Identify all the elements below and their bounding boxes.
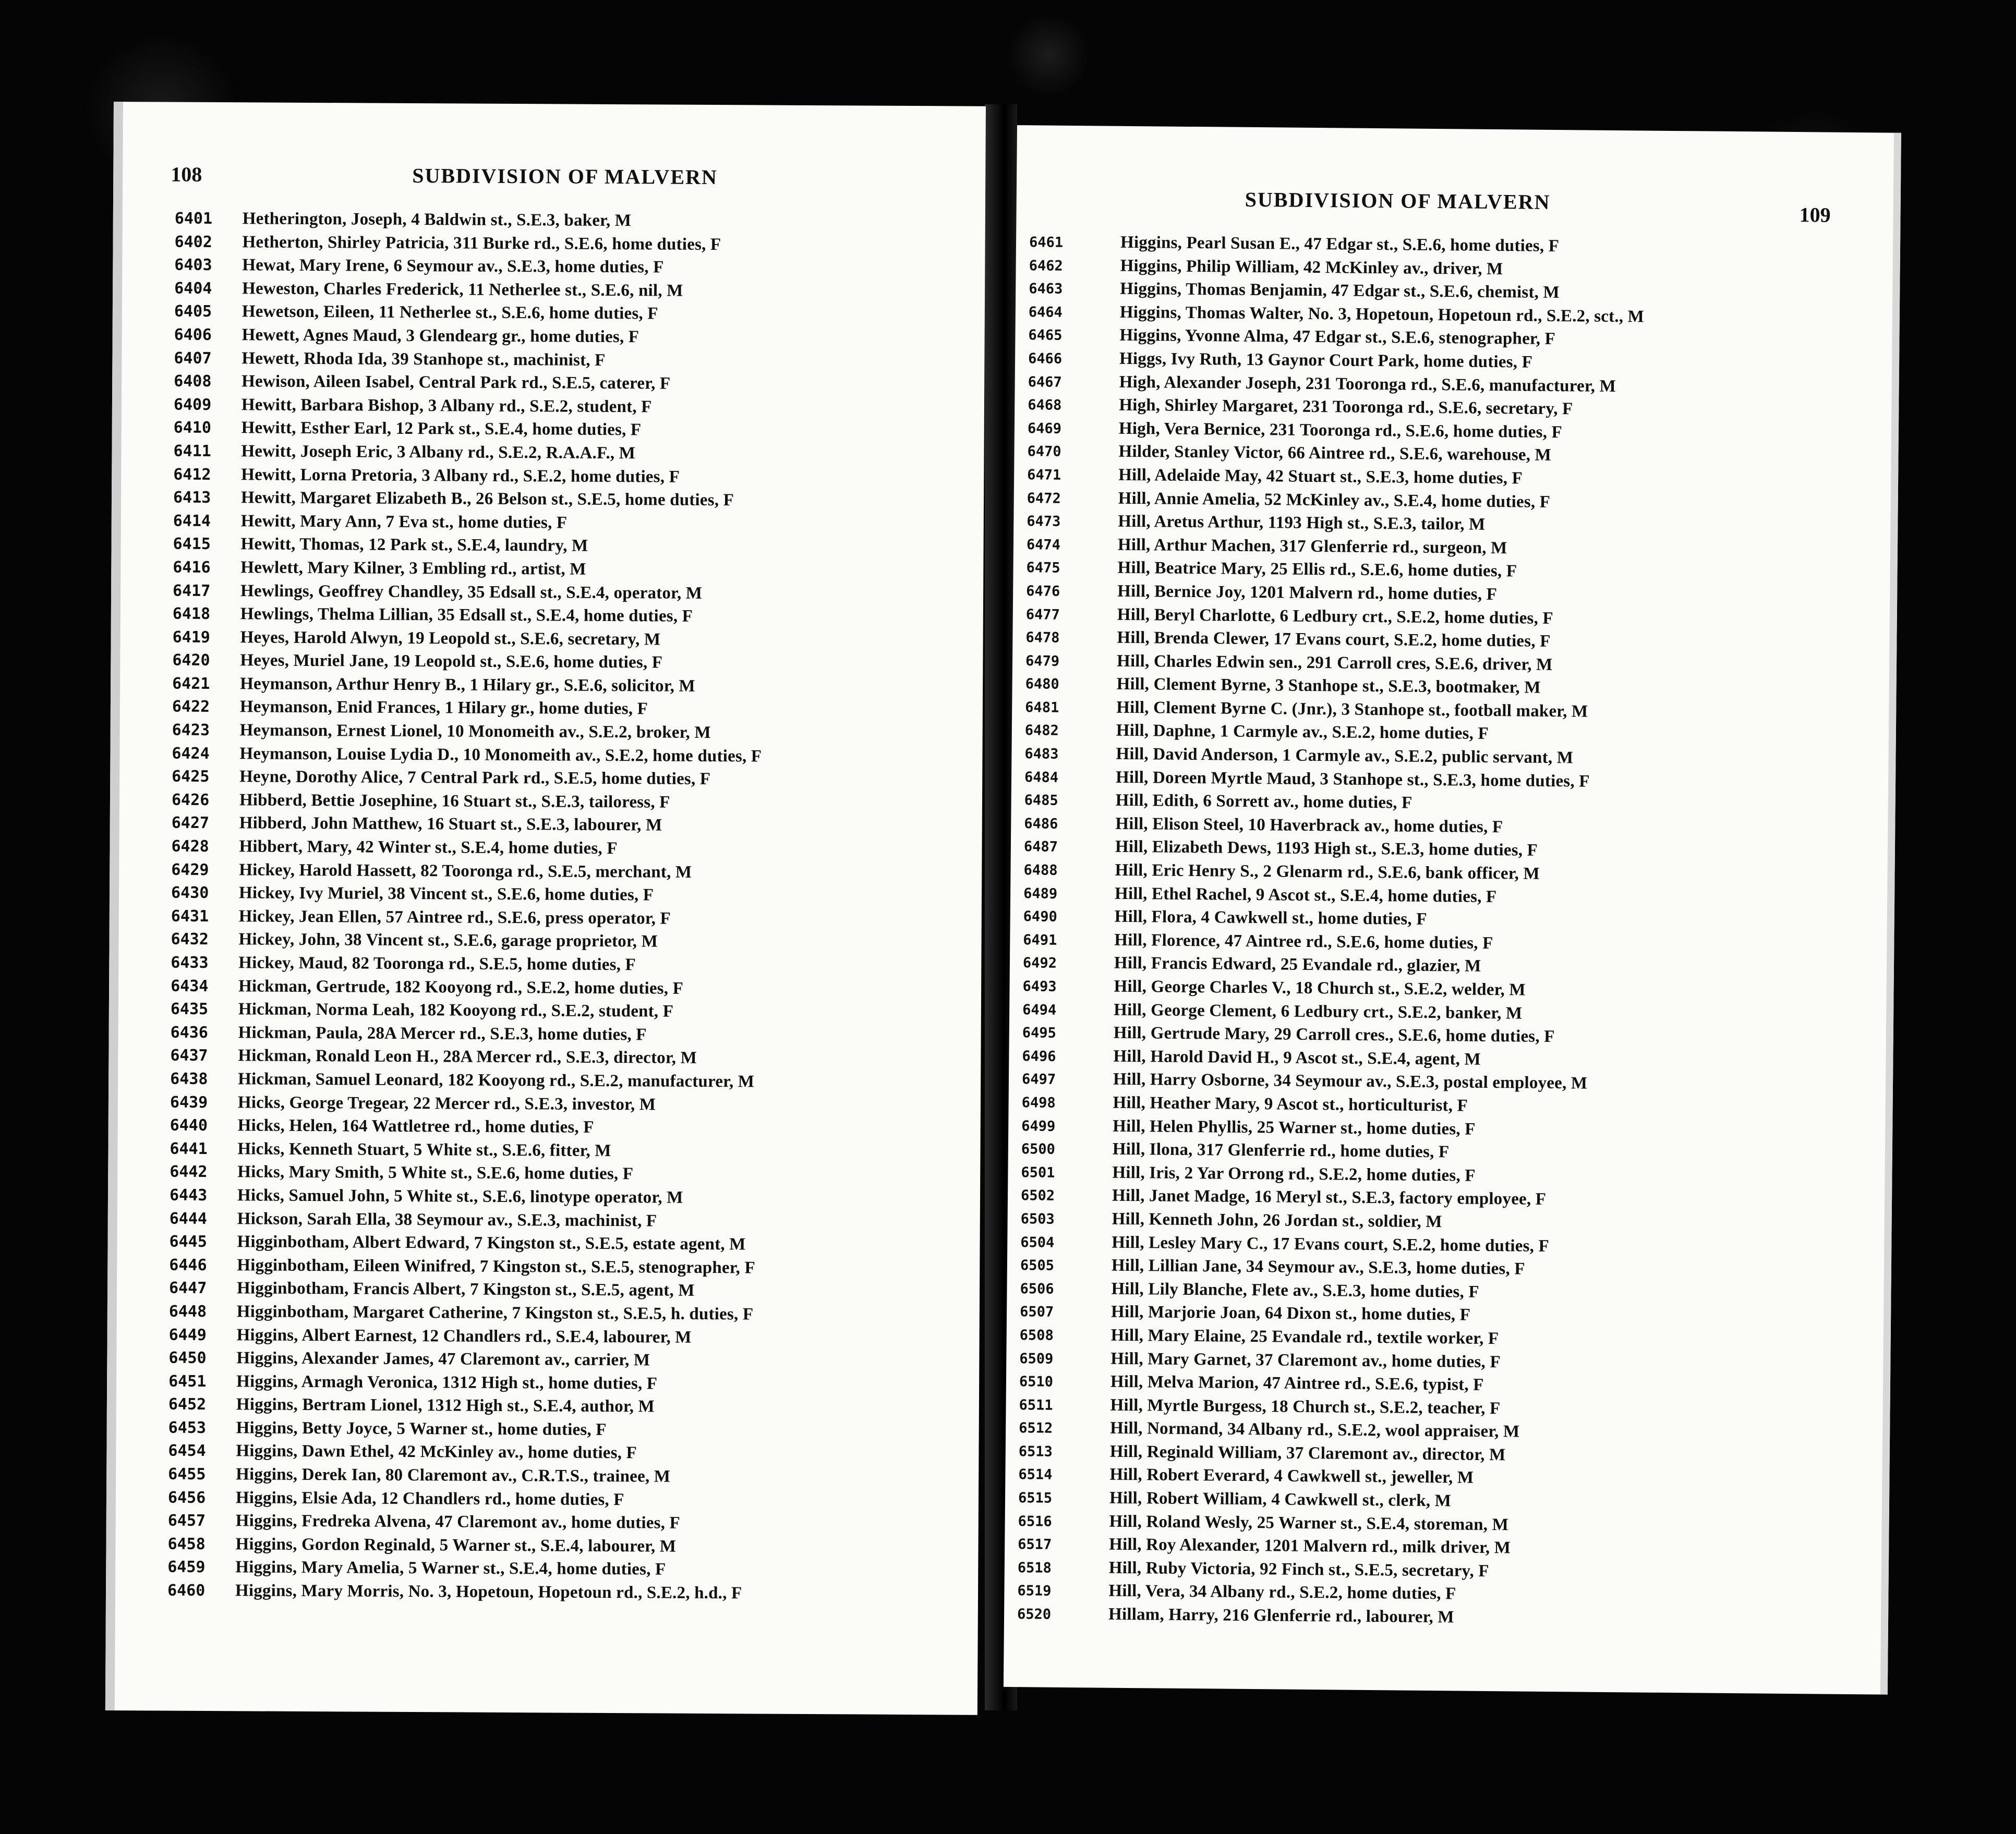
entry-text: Hill, Myrtle Burgess, 18 Church st., S.E.2, teacher, F [1110,1395,1501,1418]
entry-text: Hewitt, Mary Ann, 7 Eva st., home duties, F [240,512,568,532]
entry-text: Hill, Robert Everard, 4 Cawkwell st., jeweller, M [1109,1465,1474,1488]
entry-number: 6518 [1017,1559,1052,1576]
entry-number: 6509 [1019,1350,1054,1367]
entry-text: Hill, Beryl Charlotte, 6 Ledbury crt., S.E.2, home duties, F [1117,605,1553,628]
entry-text: Heymanson, Enid Frances, 1 Hilary gr., home duties, F [239,697,648,719]
entry-number: 6459 [167,1558,206,1577]
entry-number: 6454 [168,1442,206,1461]
entry-text: Hicks, Helen, 164 Wattletree rd., home duties, F [237,1116,594,1137]
entry-text: Hill, Helen Phyllis, 25 Warner st., home duties, F [1113,1116,1476,1139]
entry-text: Hill, Harry Osborne, 34 Seymour av., S.E.3, postal employee, M [1113,1070,1588,1093]
entry-number: 6460 [167,1581,206,1600]
entry-text: Hill, Ruby Victoria, 92 Finch st., S.E.5, secretary, F [1108,1558,1489,1581]
entry-text: Hewetson, Eileen, 11 Netherlee st., S.E.6, home duties, F [242,302,658,323]
entry-text: Hill, Brenda Clewer, 17 Evans court, S.E.2, home duties, F [1117,628,1551,651]
entry-text: Hill, Lillian Jane, 34 Seymour av., S.E.3, home duties, F [1111,1256,1525,1279]
entry-number: 6502 [1020,1187,1055,1205]
entry-text: High, Shirley Margaret, 231 Tooronga rd., S.E.6, secretary, F [1119,395,1573,419]
entry-number: 6405 [174,302,212,321]
entry-text: Hewison, Aileen Isabel, Central Park rd., S.E.5, caterer, F [242,372,671,393]
entry-text: Higgins, Thomas Walter, No. 3, Hopetoun, Hopetoun rd., S.E.2, sct., M [1119,302,1645,326]
entry-text: Heyne, Dorothy Alice, 7 Central Park rd., S.E.5, home duties, F [239,767,711,789]
entry-text: Hill, Edith, 6 Sorrett av., home duties, F [1115,791,1413,812]
entry-number: 6420 [172,651,210,670]
entry-text: Hill, Reginald William, 37 Claremont av., director, M [1109,1442,1506,1465]
entry-text: Hickey, John, 38 Vincent st., S.E.6, garage proprietor, M [238,930,658,951]
entry-text: Higgins, Mary Amelia, 5 Warner st., S.E.4, home duties, F [235,1558,666,1580]
entry-text: Hill, Iris, 2 Yar Orrong rd., S.E.2, home duties, F [1112,1163,1476,1185]
entry-text: Higginbotham, Eileen Winifred, 7 Kingston st., S.E.5, stenographer, F [237,1255,755,1278]
entry-number: 6440 [170,1116,208,1135]
entry-text: Hill, Francis Edward, 25 Evandale rd., glazier, M [1114,954,1481,976]
entry-number: 6479 [1025,652,1060,670]
entry-number: 6512 [1019,1420,1053,1437]
entry-number: 6401 [174,209,213,228]
entry-number: 6463 [1029,281,1063,297]
entry-number: 6475 [1026,560,1060,577]
entry-text: Higgs, Ivy Ruth, 13 Gaynor Court Park, home duties, F [1119,349,1533,372]
entry-number: 6438 [170,1070,208,1088]
entry-number: 6498 [1021,1095,1056,1111]
entry-number: 6447 [168,1279,207,1298]
entry-text: Hickman, Paula, 28A Mercer rd., S.E.3, home duties, F [238,1023,647,1044]
entry-text: Hill, Eric Henry S., 2 Glenarm rd., S.E.6, bank officer, M [1115,860,1540,883]
entry-text: Hill, Kenneth John, 26 Jordan st., soldier, M [1112,1209,1442,1232]
entry-text: Hill, Elison Steel, 10 Haverbrack av., home duties, F [1115,814,1503,837]
entry-text: Hicks, George Tregear, 22 Mercer rd., S.E.3, investor, M [237,1092,656,1114]
entry-number: 6424 [172,744,210,763]
entry-number: 6453 [168,1418,207,1437]
entry-number: 6425 [172,767,210,786]
entry-text: Hill, Daphne, 1 Carmyle av., S.E.2, home duties, F [1116,721,1489,744]
elector-entry [117,1299,980,1327]
entry-number: 6508 [1019,1327,1054,1344]
entry-number: 6437 [170,1046,208,1065]
entry-number: 6457 [167,1511,206,1531]
entry-number: 6480 [1025,676,1059,693]
entry-number: 6471 [1027,467,1061,483]
right-page [1004,125,1901,1695]
entry-number: 6465 [1028,327,1063,344]
entry-number: 6443 [169,1186,208,1205]
entry-number: 6410 [173,418,212,438]
entry-number: 6427 [171,814,210,833]
entry-number: 6505 [1020,1257,1055,1274]
entry-text: Hill, Ilona, 317 Glenferrie rd., home duties, F [1112,1139,1450,1162]
entry-text: Hickey, Jean Ellen, 57 Aintree rd., S.E.6, press operator, F [238,907,671,928]
entry-number: 6429 [171,860,209,879]
entry-text: Hewitt, Joseph Eric, 3 Albany rd., S.E.2, R.A.A.F., M [241,442,636,463]
entry-text: Hill, Bernice Joy, 1201 Malvern rd., home duties, F [1117,581,1498,604]
entry-number: 6445 [169,1232,207,1252]
entry-text: High, Alexander Joseph, 231 Tooronga rd., S.E.6, manufacturer, M [1119,372,1616,396]
entry-number: 6448 [168,1302,207,1321]
entry-text: Hewitt, Barbara Bishop, 3 Albany rd., S.E.2, student, F [241,395,652,417]
entry-number: 6520 [1017,1606,1052,1623]
entry-text: Hill, Roy Alexander, 1201 Malvern rd., milk driver, M [1109,1535,1511,1558]
entry-number: 6488 [1023,862,1058,879]
entry-number: 6510 [1019,1374,1054,1390]
entry-number: 6436 [170,1023,208,1042]
entry-text: Heymanson, Ernest Lionel, 10 Monomeith av., S.E.2, broker, M [239,721,711,743]
entry-text: Hicks, Mary Smith, 5 White st., S.E.6, home duties, F [237,1162,634,1184]
elector-entry [117,1183,980,1210]
entry-number: 6519 [1017,1583,1052,1600]
left-page-title: SUBDIVISION OF MALVERN [412,163,718,189]
entry-number: 6507 [1020,1304,1054,1321]
entry-text: Hill, Mary Elaine, 25 Evandale rd., textile worker, F [1110,1326,1499,1349]
entry-number: 6516 [1018,1513,1052,1530]
left-page [105,102,986,1715]
entry-number: 6434 [171,977,209,995]
entry-number: 6439 [170,1093,208,1112]
entry-number: 6411 [173,442,211,460]
right-page-title: SUBDIVISION OF MALVERN [1245,187,1551,214]
entry-number: 6417 [173,581,211,600]
entry-text: Hillam, Harry, 216 Glenferrie rd., labourer, M [1108,1605,1454,1627]
left-page-number: 108 [171,162,202,186]
entry-number: 6426 [171,791,210,809]
entry-number: 6490 [1023,908,1057,925]
entry-text: Hill, Normand, 34 Albany rd., S.E.2, wool appraiser, M [1110,1418,1520,1441]
entry-number: 6482 [1024,722,1059,739]
entry-text: Hickey, Maud, 82 Tooronga rd., S.E.5, home duties, F [238,953,636,975]
entry-text: Hill, Flora, 4 Cawkwell st., home duties, F [1114,907,1427,929]
entry-number: 6494 [1022,1001,1057,1018]
entry-text: Heyes, Muriel Jane, 19 Leopold st., S.E.6, home duties, F [240,651,663,672]
entry-number: 6461 [1029,234,1064,251]
entry-number: 6477 [1025,606,1060,623]
entry-text: Higginbotham, Albert Edward, 7 Kingston st., S.E.5, estate agent, M [237,1232,746,1254]
entry-number: 6483 [1024,746,1059,762]
right-page-number: 109 [1799,203,1831,227]
elector-entry [118,1066,981,1094]
entry-number: 6514 [1018,1466,1053,1484]
entry-number: 6472 [1027,490,1061,507]
entry-number: 6416 [173,558,211,577]
entry-text: Hill, Lily Blanche, Flete av., S.E.3, home duties, F [1111,1279,1479,1302]
entry-text: Hewat, Mary Irene, 6 Seymour av., S.E.3, home duties, F [242,256,664,277]
entry-text: Higgins, Mary Morris, No. 3, Hopetoun, Hopetoun rd., S.E.2, h.d., F [235,1581,742,1603]
entry-text: Hill, Heather Mary, 9 Ascot st., horticulturist, F [1113,1093,1468,1115]
entry-number: 6435 [170,1000,209,1019]
entry-text: Hickey, Harold Hassett, 82 Tooronga rd., S.E.5, merchant, M [239,860,692,882]
entry-text: Hibberd, John Matthew, 16 Stuart st., S.E.3, labourer, M [239,813,662,835]
entry-text: Hill, George Clement, 6 Ledbury crt., S.E.2, banker, M [1114,1000,1523,1023]
entry-number: 6432 [171,930,209,949]
entry-text: Higgins, Dawn Ethel, 42 McKinley av., home duties, F [236,1441,637,1463]
entry-text: Higgins, Fredreka Alvena, 47 Claremont av., home duties, F [235,1511,681,1533]
entry-number: 6413 [173,488,211,507]
entry-number: 6422 [172,698,210,716]
elector-entry [121,439,984,466]
entry-text: Hill, Aretus Arthur, 1193 High st., S.E.3, tailor, M [1118,512,1486,534]
entry-text: Hill, Adelaide May, 42 Stuart st., S.E.3, home duties, F [1118,465,1523,488]
entry-text: Hill, Harold David H., 9 Ascot st., S.E.4, agent, M [1113,1047,1481,1069]
entry-number: 6415 [173,535,211,554]
entry-number: 6409 [173,395,212,414]
entry-number: 6501 [1021,1164,1055,1181]
entry-text: Hickey, Ivy Muriel, 38 Vincent st., S.E.6, home duties, F [238,883,654,905]
entry-text: Hetherington, Joseph, 4 Baldwin st., S.E.3, baker, M [242,209,632,230]
entry-text: Hill, Roland Wesly, 25 Warner st., S.E.4, storeman, M [1109,1512,1509,1534]
entry-number: 6495 [1022,1025,1056,1041]
entry-text: High, Vera Bernice, 231 Tooronga rd., S.E.6, home duties, F [1118,419,1563,442]
entry-number: 6466 [1028,350,1063,367]
entry-number: 6421 [172,674,210,693]
entry-text: Hewett, Rhoda Ida, 39 Stanhope st., machinist, F [242,348,606,370]
entry-text: Heymanson, Louise Lydia D., 10 Monomeith av., S.E.2, home duties, F [239,744,762,766]
entry-text: Hewitt, Margaret Elizabeth B., 26 Belson st., S.E.5, home duties, F [240,488,734,510]
entry-number: 6458 [167,1535,206,1553]
entry-text: Hibberd, Bettie Josephine, 16 Stuart st., S.E.3, tailoress, F [239,791,670,812]
entry-text: Hill, Beatrice Mary, 25 Ellis rd., S.E.6, home duties, F [1117,558,1517,581]
entry-text: Higgins, Yvonne Alma, 47 Edgar st., S.E.6, stenographer, F [1119,326,1556,349]
entry-number: 6402 [174,233,212,251]
entry-text: Heymanson, Arthur Henry B., 1 Hilary gr., S.E.6, solicitor, M [240,674,695,696]
entry-number: 6497 [1021,1071,1056,1088]
entry-number: 6423 [172,721,210,740]
entry-text: Hewitt, Esther Earl, 12 Park st., S.E.4, home duties, F [241,418,642,440]
entry-number: 6451 [168,1372,207,1391]
entry-text: Hilder, Stanley Victor, 66 Aintree rd., S.E.6, warehouse, M [1118,442,1552,465]
entry-number: 6430 [171,883,209,903]
entry-text: Higgins, Pearl Susan E., 47 Edgar st., S.E.6, home duties, F [1120,233,1560,256]
entry-number: 6487 [1023,839,1058,856]
entry-number: 6474 [1026,536,1061,553]
entry-number: 6470 [1027,443,1061,460]
entry-number: 6506 [1020,1280,1054,1297]
entry-text: Hewlings, Geoffrey Chandley, 35 Edsall st., S.E.4, operator, M [240,581,703,603]
entry-number: 6491 [1023,931,1057,949]
entry-number: 6444 [169,1209,208,1228]
entry-text: Hill, Clement Byrne C. (Jnr.), 3 Stanhope st., football maker, M [1116,698,1588,721]
entry-text: Hibbert, Mary, 42 Winter st., S.E.4, home duties, F [239,837,618,858]
elector-entry [120,555,983,582]
entry-text: Hill, Melva Marion, 47 Aintree rd., S.E.6, typist, F [1110,1372,1484,1394]
entry-number: 6492 [1022,955,1057,972]
entry-number: 6481 [1025,699,1059,716]
entry-number: 6485 [1024,792,1058,809]
entry-text: Hill, Arthur Machen, 317 Glenferrie rd., surgeon, M [1117,535,1507,557]
entry-number: 6404 [174,279,212,298]
entry-number: 6489 [1023,885,1058,902]
entry-text: Hickman, Gertrude, 182 Kooyong rd., S.E.2, home duties, F [238,976,684,998]
entry-text: Higgins, Thomas Benjamin, 47 Edgar st., S.E.6, chemist, M [1120,279,1560,302]
entry-text: Hill, Vera, 34 Albany rd., S.E.2, home duties, F [1108,1582,1456,1604]
entry-text: Hickman, Norma Leah, 182 Kooyong rd., S.E.2, student, F [238,1000,674,1021]
entry-number: 6403 [174,256,212,275]
entry-number: 6449 [168,1326,207,1344]
entry-text: Heweston, Charles Frederick, 11 Netherlee st., S.E.6, nil, M [242,279,683,300]
entry-text: Hickson, Sarah Ella, 38 Seymour av., S.E.3, machinist, F [237,1209,657,1231]
entry-text: Hill, Marjorie Joan, 64 Dixon st., home duties, F [1110,1302,1471,1325]
entry-number: 6515 [1018,1490,1053,1507]
entry-text: Higgins, Gordon Reginald, 5 Warner st., S.E.4, labourer, M [235,1535,677,1556]
entry-number: 6418 [172,604,211,624]
entry-text: Higgins, Derek Ian, 80 Claremont av., C.R.T.S., trainee, M [236,1465,671,1486]
left-page-header [123,162,985,203]
entry-text: Hill, Janet Madge, 16 Meryl st., S.E.3, factory employee, F [1112,1186,1547,1209]
entry-number: 6504 [1020,1234,1055,1251]
elector-entry [115,1578,978,1606]
right-page-header [1016,185,1893,229]
entry-number: 6464 [1028,303,1063,321]
entry-text: Hill, Mary Garnet, 37 Claremont av., home duties, F [1110,1349,1501,1371]
entry-number: 6503 [1020,1211,1055,1228]
entry-text: Hicks, Kenneth Stuart, 5 White st., S.E.6, fitter, M [237,1139,611,1160]
entry-number: 6408 [174,372,212,391]
entry-text: Hewett, Agnes Maud, 3 Glendearg gr., home duties, F [242,325,639,347]
entry-text: Hewlett, Mary Kilner, 3 Embling rd., artist, M [240,558,586,579]
entry-number: 6500 [1021,1141,1056,1158]
elector-entry [123,206,985,234]
entry-text: Hewitt, Lorna Pretoria, 3 Albany rd., S.E.2, home duties, F [241,465,680,487]
entry-number: 6486 [1024,816,1058,832]
entry-text: Hill, David Anderson, 1 Carmyle av., S.E.2, public servant, M [1116,744,1574,768]
entry-number: 6496 [1022,1048,1056,1065]
entry-text: Hill, Lesley Mary C., 17 Evans court, S.E.2, home duties, F [1112,1233,1550,1256]
entry-text: Hetherton, Shirley Patricia, 311 Burke rd., S.E.6, home duties, F [242,232,721,254]
entry-number: 6431 [171,907,209,926]
entry-number: 6493 [1022,978,1057,995]
entry-text: Higgins, Alexander James, 47 Claremont av., carrier, M [236,1349,650,1370]
entry-text: Hewlings, Thelma Lillian, 35 Edsall st., S.E.4, home duties, F [240,604,693,626]
entry-text: Higginbotham, Margaret Catherine, 7 Kingston st., S.E.5, h. duties, F [236,1302,754,1324]
entry-number: 6484 [1024,769,1059,786]
entry-text: Hickman, Samuel Leonard, 182 Kooyong rd., S.E.2, manufacturer, M [238,1070,755,1091]
entry-number: 6407 [174,349,212,368]
entry-text: Hickman, Ronald Leon H., 28A Mercer rd., S.E.3, director, M [238,1046,697,1068]
entry-text: Hill, Elizabeth Dews, 1193 High st., S.E.3, home duties, F [1115,837,1538,860]
entry-number: 6468 [1028,397,1062,414]
entry-number: 6419 [172,628,210,647]
entry-number: 6473 [1027,513,1061,530]
entry-number: 6513 [1018,1443,1053,1460]
entry-number: 6450 [168,1349,207,1368]
entry-text: Higgins, Albert Earnest, 12 Chandlers rd., S.E.4, labourer, M [236,1325,692,1347]
entry-number: 6456 [167,1488,206,1507]
entry-number: 6511 [1019,1396,1053,1414]
entry-number: 6452 [168,1395,207,1414]
entry-number: 6469 [1027,420,1062,437]
entry-text: Higgins, Bertram Lionel, 1312 High st., S.E.4, author, M [236,1395,655,1416]
entry-text: Heyes, Harold Alwyn, 19 Leopold st., S.E.6, secretary, M [240,627,661,649]
entry-text: Hill, Gertrude Mary, 29 Carroll cres., S.E.6, home duties, F [1113,1023,1555,1047]
elector-entry [122,322,985,350]
entry-number: 6446 [169,1256,207,1274]
entry-number: 6467 [1028,373,1062,391]
entry-text: Hill, Ethel Rachel, 9 Ascot st., S.E.4, home duties, F [1114,884,1497,906]
entry-number: 6462 [1029,257,1063,274]
entry-number: 6441 [170,1139,208,1158]
elector-entry [118,950,981,978]
entry-text: Hill, Clement Byrne, 3 Stanhope st., S.E.3, bootmaker, M [1116,674,1541,698]
entry-text: Hicks, Samuel John, 5 White st., S.E.6, linotype operator, M [237,1186,683,1207]
left-entry-list [115,206,985,1606]
entry-number: 6478 [1025,629,1060,646]
entry-number: 6414 [173,512,211,530]
entry-number: 6499 [1021,1118,1056,1135]
entry-number: 6455 [168,1465,206,1484]
entry-text: Hill, George Charles V., 18 Church st., S.E.2, welder, M [1114,977,1526,1000]
entry-text: Higgins, Armagh Veronica, 1312 High st., home duties, F [236,1371,658,1393]
entry-text: Hill, Charles Edwin sen., 291 Carroll cres, S.E.6, driver, M [1116,651,1553,674]
entry-text: Higgins, Philip William, 42 McKinley av., driver, M [1120,256,1503,278]
entry-number: 6442 [170,1162,208,1182]
entry-number: 6517 [1018,1536,1052,1553]
entry-number: 6433 [171,953,209,972]
entry-text: Higgins, Betty Joyce, 5 Warner st., home duties, F [236,1418,607,1439]
entry-text: Higginbotham, Francis Albert, 7 Kingston st., S.E.5, agent, M [236,1279,695,1301]
entry-number: 6428 [171,837,209,856]
entry-number: 6476 [1026,583,1060,600]
entry-text: Higgins, Elsie Ada, 12 Chandlers rd., home duties, F [235,1488,624,1509]
right-entry-list [1004,229,1893,1632]
entry-text: Hewitt, Thomas, 12 Park st., S.E.4, laundry, M [240,535,588,556]
entry-text: Hill, Robert William, 4 Cawkwell st., clerk, M [1109,1488,1452,1511]
entry-number: 6412 [173,465,211,484]
entry-number: 6406 [174,325,212,344]
entry-text: Hill, Annie Amelia, 52 McKinley av., S.E.4, home duties, F [1118,489,1551,512]
entry-text: Hill, Florence, 47 Aintree rd., S.E.6, home duties, F [1114,930,1493,953]
entry-text: Hill, Doreen Myrtle Maud, 3 Stanhope st., S.E.3, home duties, F [1115,768,1590,791]
